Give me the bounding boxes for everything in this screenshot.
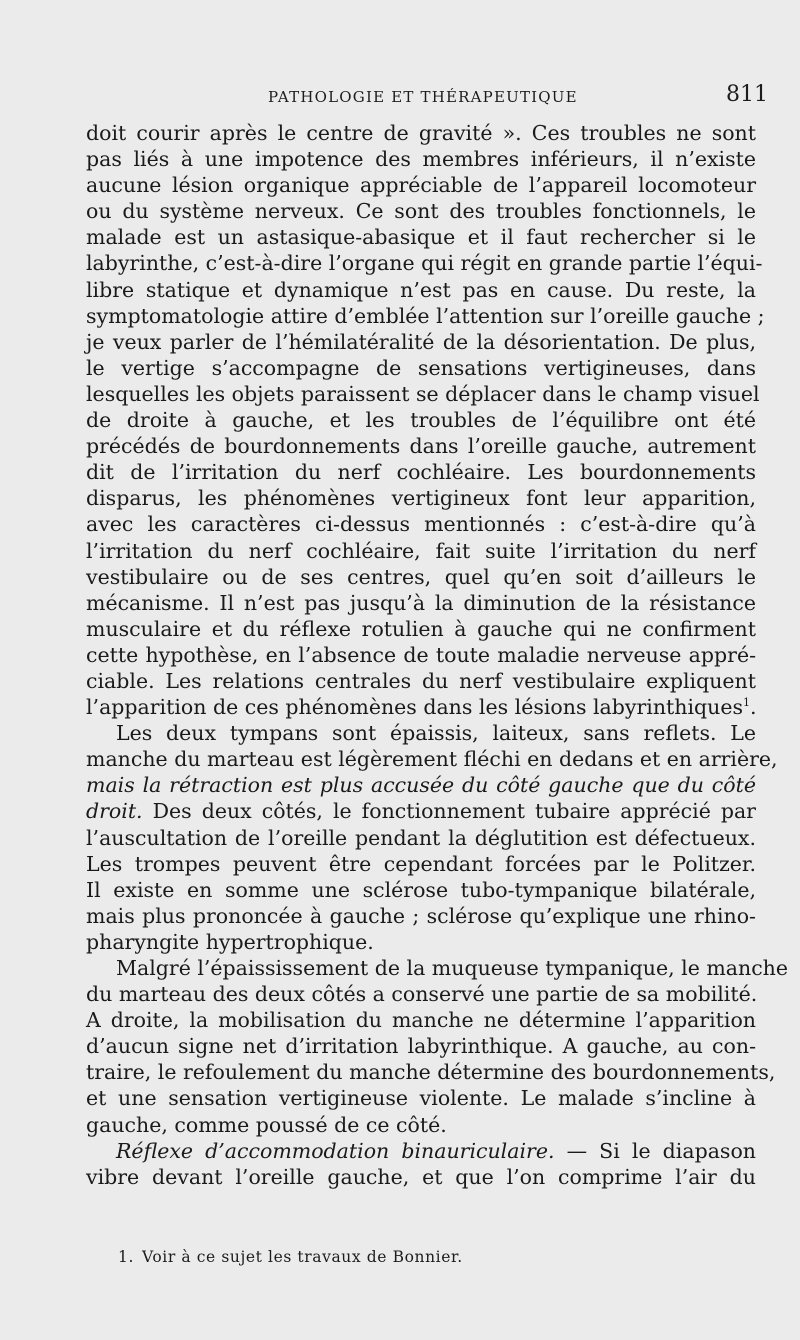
text-line: vestibulaire ou de ses centres, quel qu’en soit d’ailleurs le <box>86 564 756 589</box>
text-line: manche du marteau est légèrement fléchi en dedans et en arrière, <box>86 747 778 772</box>
text-line: gauche, comme poussé de ce côté. <box>86 1112 447 1137</box>
text-line: traire, le refoulement du manche détermine des bourdonnements, <box>86 1060 776 1085</box>
text-line: Les trompes peuvent être cependant forcées par le Politzer. <box>86 851 756 876</box>
text-line: dit de l’irritation du nerf cochléaire. Les bourdonnements <box>86 460 756 485</box>
text-line: de droite à gauche, et les troubles de l’équilibre ont été <box>86 408 756 433</box>
text-line: je veux parler de l’hémilatéralité de la désorientation. De plus, <box>86 329 756 354</box>
text-line: et une sensation vertigineuse violente. Le malade s’incline à <box>86 1086 756 1111</box>
text-line: Malgré l’épaississement de la muqueuse tympanique, le manche <box>116 956 789 980</box>
italic-span: droit. <box>86 799 143 824</box>
text-span: . <box>750 695 757 720</box>
body-text <box>86 120 789 1190</box>
text-line: symptomatologie attire d’emblée l’attention sur l’oreille gauche ; <box>86 303 765 328</box>
text-line: l’irritation du nerf cochléaire, fait suite l’irritation du nerf <box>86 538 756 563</box>
text-line: mais plus prononcée à gauche ; sclérose qu’explique une rhino- <box>86 903 756 928</box>
text-line <box>86 798 756 824</box>
text-line: disparus, les phénomènes vertigineux font leur apparition, <box>86 486 756 511</box>
text-line: avec les caractères ci-dessus mentionnés : c’est-à-dire qu’à <box>86 512 756 537</box>
text-span: — Si le diapason <box>566 1138 756 1163</box>
text-line: le vertige s’accompagne de sensations vertigineuses, dans <box>86 355 756 380</box>
text-line: Il existe en somme une sclérose tubo-tympanique bilatérale, <box>86 877 756 902</box>
text-line: libre statique et dynamique n’est pas en cause. Du reste, la <box>86 277 756 302</box>
text-line: ciable. Les relations centrales du nerf vestibulaire expliquent <box>86 668 756 693</box>
text-line: doit courir après le centre de gravité ». Ces troubles ne sont <box>86 121 756 145</box>
text-line: Les deux tympans sont épaissis, laiteux, sans reflets. Le <box>116 721 756 746</box>
text-line: vibre devant l’oreille gauche, et que l’on comprime l’air du <box>86 1164 756 1189</box>
footnote <box>118 1248 463 1266</box>
text-line: musculaire et du réflexe rotulien à gauche qui ne confirment <box>86 616 756 641</box>
text-line: précédés de bourdonnements dans l’oreille gauche, autrement <box>86 434 756 459</box>
text-line: mais la rétraction est plus accusée du côté gauche que du côté <box>86 773 756 798</box>
text-line <box>86 1138 756 1164</box>
text-span: Des deux côtés, le fonctionnement tubaire apprécié par <box>152 799 756 824</box>
text-line <box>86 694 756 720</box>
page-header <box>0 82 800 112</box>
text-line: cette hypothèse, en l’absence de toute maladie nerveuse appré- <box>86 642 756 667</box>
text-line: l’auscultation de l’oreille pendant la déglutition est défectueux. <box>86 825 756 850</box>
text-line: labyrinthe, c’est-à-dire l’organe qui régit en grande partie l’équi- <box>86 251 763 276</box>
running-title: PATHOLOGIE ET THÉRAPEUTIQUE <box>268 88 578 106</box>
text-line: du marteau des deux côtés a conservé une partie de sa mobilité. <box>86 982 758 1007</box>
italic-span: Réflexe d’accommodation binauriculaire. <box>116 1138 555 1163</box>
text-line: d’aucun signe net d’irritation labyrinthique. A gauche, au con- <box>86 1034 756 1059</box>
footnote-text: Voir à ce sujet les travaux de Bonnier. <box>142 1248 463 1266</box>
footnote-marker: 1. <box>118 1248 134 1266</box>
text-line: A droite, la mobilisation du manche ne détermine l’apparition <box>86 1008 756 1033</box>
footnote-reference[interactable]: 1 <box>743 696 751 710</box>
text-line: pharyngite hypertrophique. <box>86 929 374 954</box>
page-number: 811 <box>726 82 768 107</box>
text-line: malade est un astasique-abasique et il faut rechercher si le <box>86 225 756 250</box>
text-span: l’apparition de ces phénomènes dans les lésions labyrinthiques <box>86 695 744 720</box>
text-line: aucune lésion organique appréciable de l’appareil locomoteur <box>86 173 756 198</box>
text-line: ou du système nerveux. Ce sont des troubles fonctionnels, le <box>86 199 756 224</box>
text-line: mécanisme. Il n’est pas jusqu’à la diminution de la résistance <box>86 590 756 615</box>
text-line: lesquelles les objets paraissent se déplacer dans le champ visuel <box>86 381 760 406</box>
text-line: pas liés à une impotence des membres inférieurs, il n’existe <box>86 147 756 172</box>
